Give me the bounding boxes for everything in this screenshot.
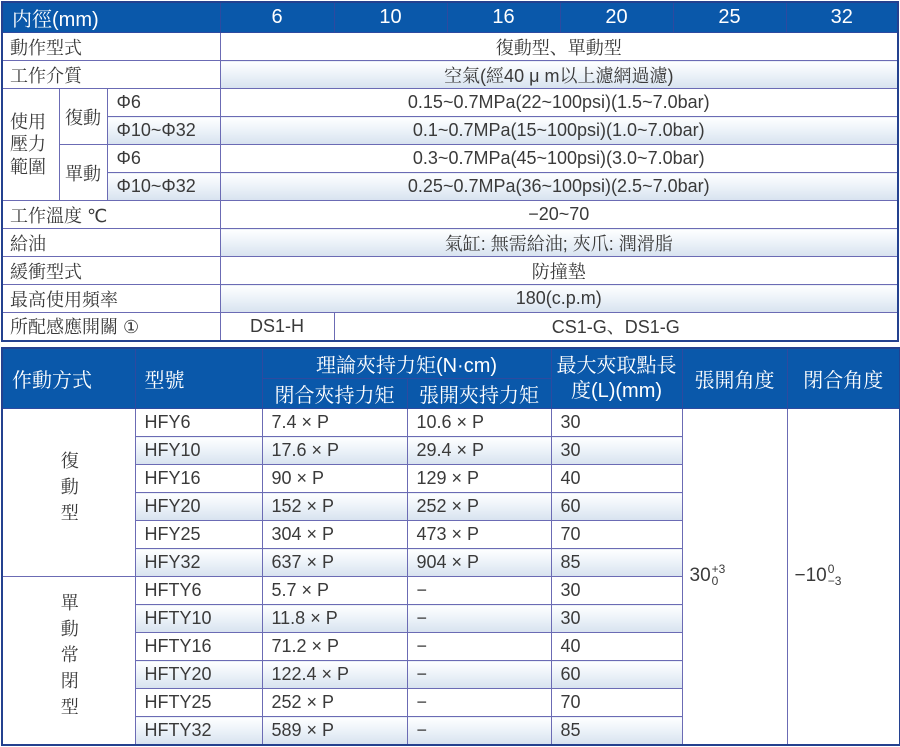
open-angle-tolerance: +3 0 [711, 561, 726, 589]
open-angle-value: 30 +3 0 [689, 561, 726, 589]
pressure-bore-label: Φ10~Φ32 [107, 173, 220, 201]
model-cell: HFY25 [135, 521, 262, 549]
pressure-value: 0.15~0.7MPa(22~100psi)(1.5~7.0bar) [220, 89, 898, 117]
sensor-switch-others-value: CS1-G、DS1-G [334, 313, 898, 341]
torque-group-header: 理論夾持力矩(N·cm) [262, 348, 551, 379]
max-length-cell: 70 [551, 521, 682, 549]
close-torque-cell: 11.8 × P [262, 605, 407, 633]
cushion-value: 防撞墊 [220, 257, 898, 285]
pressure-value: 0.3~0.7MPa(45~100psi)(3.0~7.0bar) [220, 145, 898, 173]
max-length-cell: 40 [551, 465, 682, 493]
open-torque-cell: − [407, 633, 551, 661]
action-mode-single-label: 單動常閉型 [58, 592, 79, 723]
pressure-row-single-phi6 [2, 145, 898, 173]
working-medium-row [2, 61, 898, 89]
bore-size-6: 6 [220, 2, 334, 33]
temperature-label: 工作溫度 ℃ [2, 201, 220, 229]
pressure-row-single-phi10-32 [2, 173, 898, 201]
max-length-cell: 30 [551, 409, 682, 437]
pressure-value: 0.1~0.7MPa(15~100psi)(1.0~7.0bar) [220, 117, 898, 145]
open-torque-header: 張開夾持力矩 [407, 379, 551, 409]
open-torque-cell: − [407, 577, 551, 605]
lubrication-value: 氣缸: 無需給油; 夾爪: 潤滑脂 [220, 229, 898, 257]
spec-table [1, 1, 899, 342]
action-mode-single-cell [2, 577, 135, 745]
max-length-cell: 70 [551, 689, 682, 717]
cushion-label: 緩衝型式 [2, 257, 220, 285]
bore-size-10: 10 [334, 2, 447, 33]
open-torque-cell: 29.4 × P [407, 437, 551, 465]
frequency-label: 最高使用頻率 [2, 285, 220, 313]
action-mode-double-cell [2, 409, 135, 577]
model-cell: HFY20 [135, 493, 262, 521]
action-mode-double-label: 復動型 [58, 451, 79, 529]
working-medium-label: 工作介質 [2, 61, 220, 89]
model-table [1, 347, 900, 746]
open-angle-header: 張開角度 [682, 348, 787, 409]
max-length-header: 最大夾取點長度(L)(mm) [551, 348, 682, 409]
max-length-cell: 30 [551, 605, 682, 633]
open-torque-cell: 904 × P [407, 549, 551, 577]
temperature-row [2, 201, 898, 229]
close-angle-cell [787, 409, 900, 745]
max-length-cell: 60 [551, 493, 682, 521]
cushion-row [2, 257, 898, 285]
action-type-row [2, 33, 898, 61]
lubrication-label: 給油 [2, 229, 220, 257]
model-header: 型號 [135, 348, 262, 409]
close-torque-cell: 152 × P [262, 493, 407, 521]
open-torque-cell: − [407, 661, 551, 689]
close-torque-cell: 17.6 × P [262, 437, 407, 465]
open-torque-cell: − [407, 605, 551, 633]
max-length-cell: 85 [551, 717, 682, 745]
model-cell: HFTY6 [135, 577, 262, 605]
open-torque-cell: 129 × P [407, 465, 551, 493]
frequency-row [2, 285, 898, 313]
frequency-value: 180(c.p.m) [220, 285, 898, 313]
close-torque-cell: 637 × P [262, 549, 407, 577]
close-torque-cell: 5.7 × P [262, 577, 407, 605]
working-medium-value: 空氣(經40 μ m以上濾網過濾) [220, 61, 898, 89]
open-angle-cell [682, 409, 787, 745]
pressure-group-label: 使用壓力範圍 [2, 89, 59, 201]
model-header-row-1 [2, 348, 900, 379]
bore-header-label: 内徑(mm) [2, 2, 220, 33]
model-cell: HFY6 [135, 409, 262, 437]
close-torque-cell: 122.4 × P [262, 661, 407, 689]
open-torque-cell: 10.6 × P [407, 409, 551, 437]
bore-size-20: 20 [560, 2, 673, 33]
model-cell: HFY32 [135, 549, 262, 577]
pressure-row-double-phi10-32 [2, 117, 898, 145]
pressure-bore-label: Φ6 [107, 145, 220, 173]
close-angle-tolerance: 0 −3 [827, 561, 842, 589]
spec-header-row [2, 2, 898, 33]
open-torque-cell: 252 × P [407, 493, 551, 521]
model-cell: HFTY32 [135, 717, 262, 745]
sensor-switch-label: 所配感應開關 ① [2, 313, 220, 341]
table-row [2, 409, 900, 437]
close-torque-cell: 71.2 × P [262, 633, 407, 661]
model-cell: HFTY25 [135, 689, 262, 717]
model-cell: HFTY20 [135, 661, 262, 689]
sensor-switch-row [2, 313, 898, 341]
action-mode-header: 作動方式 [2, 348, 135, 409]
action-type-label: 動作型式 [2, 33, 220, 61]
lubrication-row [2, 229, 898, 257]
close-angle-header: 閉合角度 [787, 348, 900, 409]
pressure-mode-single-label: 單動 [59, 145, 107, 201]
pressure-bore-label: Φ10~Φ32 [107, 117, 220, 145]
pressure-mode-double-label: 復動 [59, 89, 107, 145]
model-cell: HFTY16 [135, 633, 262, 661]
open-torque-cell: − [407, 717, 551, 745]
close-torque-cell: 304 × P [262, 521, 407, 549]
action-type-value: 復動型、單動型 [220, 33, 898, 61]
max-length-cell: 30 [551, 437, 682, 465]
pressure-row-double-phi6 [2, 89, 898, 117]
open-torque-cell: − [407, 689, 551, 717]
model-cell: HFY10 [135, 437, 262, 465]
close-angle-value: −10 0 −3 [794, 561, 842, 589]
bore-size-25: 25 [673, 2, 786, 33]
pressure-value: 0.25~0.7MPa(36~100psi)(2.5~7.0bar) [220, 173, 898, 201]
temperature-value: −20~70 [220, 201, 898, 229]
sensor-switch-phi6-value: DS1-H [220, 313, 334, 341]
close-torque-cell: 589 × P [262, 717, 407, 745]
close-torque-cell: 252 × P [262, 689, 407, 717]
close-torque-header: 閉合夾持力矩 [262, 379, 407, 409]
open-torque-cell: 473 × P [407, 521, 551, 549]
bore-size-16: 16 [447, 2, 560, 33]
max-length-cell: 85 [551, 549, 682, 577]
model-cell: HFTY10 [135, 605, 262, 633]
max-length-cell: 30 [551, 577, 682, 605]
model-cell: HFY16 [135, 465, 262, 493]
close-torque-cell: 90 × P [262, 465, 407, 493]
max-length-cell: 40 [551, 633, 682, 661]
pressure-bore-label: Φ6 [107, 89, 220, 117]
max-length-cell: 60 [551, 661, 682, 689]
close-torque-cell: 7.4 × P [262, 409, 407, 437]
bore-size-32: 32 [786, 2, 898, 33]
